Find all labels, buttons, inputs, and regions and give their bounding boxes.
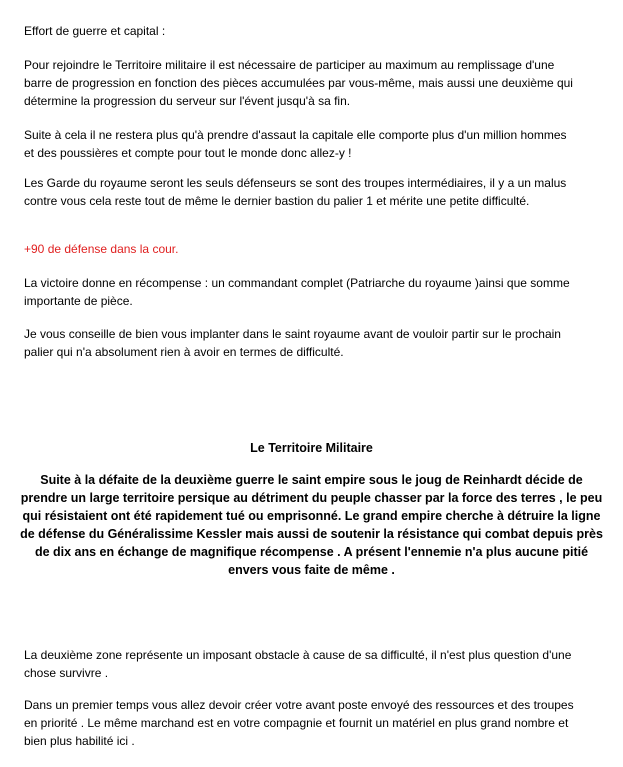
- defense-bonus-note: +90 de défense dans la cour.: [24, 242, 179, 256]
- military-territory-title: Le Territoire Militaire: [250, 441, 373, 455]
- paragraph-capital-assault: Suite à cela il ne restera plus qu'à prendre d'assaut la capitale elle comporte plus d'un million hommes et des poussières et compte pour tout le monde donc allez-y !: [24, 128, 567, 160]
- section-heading: Effort de guerre et capital :: [24, 24, 166, 38]
- paragraph-reward: La victoire donne en récompense : un commandant complet (Patriarche du royaume )ainsi que somme importante de pièce.: [24, 276, 570, 308]
- paragraph-second-zone: La deuxième zone représente un imposant obstacle à cause de sa difficulté, il n'est plus question d'une chose survivre .: [24, 648, 572, 680]
- military-territory-story: Suite à la défaite de la deuxième guerre le saint empire sous le joug de Reinhardt décide de prendre un large territoire persique au détriment du peuple chasser par la force des terres , le peu qui résistaient ont été rapidement tué ou emprisonné. Le grand empire cherche à détruire la ligne de défense du Généralissime Kessler mais aussi de soutenir la résistance qui combat depuis près de dix ans en échange de magnifique récompense . A présent l'ennemie n'a plus aucune pitié envers vous faite de même .: [20, 473, 603, 577]
- paragraph-join-requirements: Pour rejoindre le Territoire militaire il est nécessaire de participer au maximum au remplissage d'une barre de progression en fonction des pièces accumulées par vous-même, mais aussi une deuxième qui détermine la progression du serveur sur l'évent jusqu'à sa fin.: [24, 58, 573, 108]
- paragraph-royal-guard: Les Garde du royaume seront les seuls défenseurs se sont des troupes intermédiaires, il y a un malus contre vous cela reste tout de même le dernier bastion du palier 1 et mérite une petite difficulté.: [24, 176, 567, 208]
- paragraph-outpost: Dans un premier temps vous allez devoir créer votre avant poste envoyé des ressources et des troupes en priorité . Le même marchand est en votre compagnie et fournit un matériel en plus grand nombre et bien plus habilité ici .: [24, 698, 574, 748]
- paragraph-advice: Je vous conseille de bien vous implanter dans le saint royaume avant de vouloir partir sur le prochain palier qui n'a absolument rien à avoir en termes de difficulté.: [24, 327, 561, 359]
